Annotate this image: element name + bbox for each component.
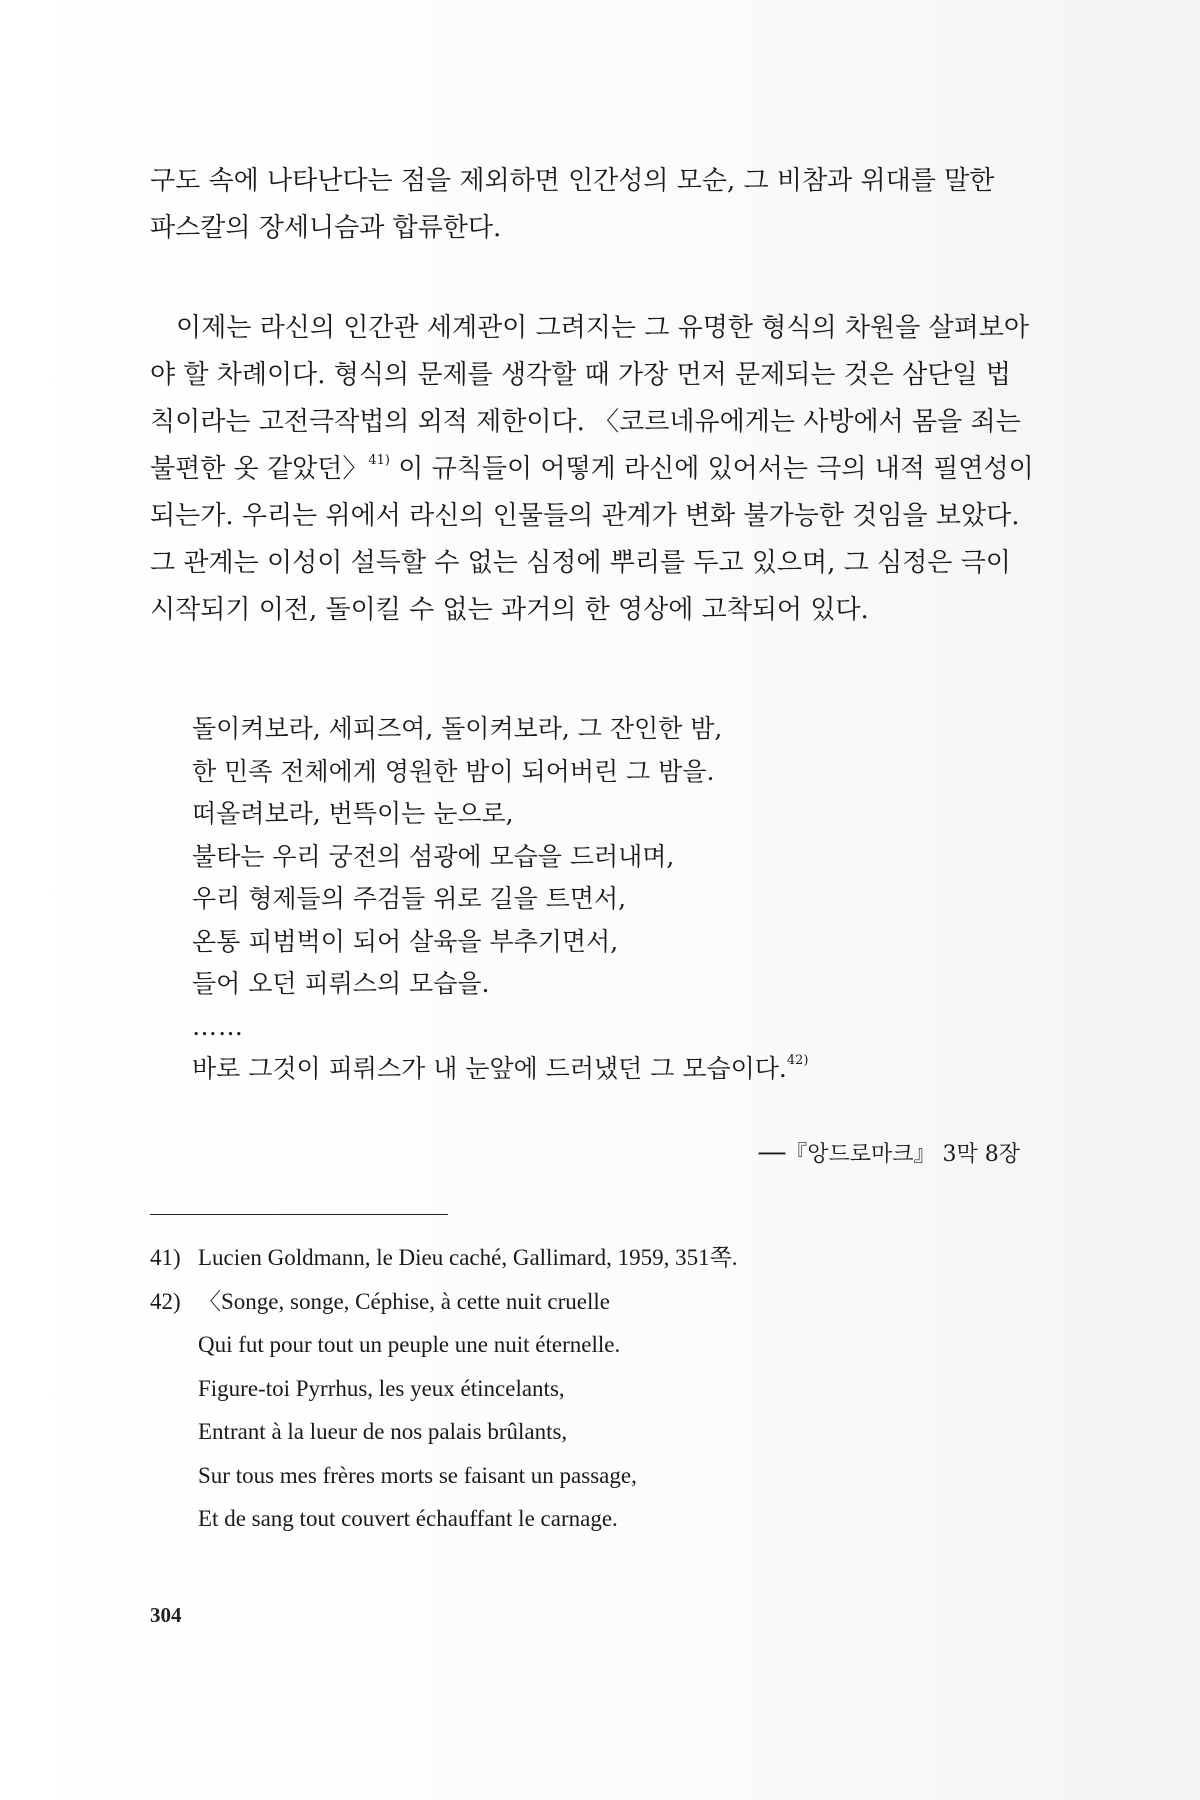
text-line: 야 할 차례이다. 형식의 문제를 생각할 때 가장 먼저 문제되는 것은 삼단일 법 bbox=[150, 360, 1011, 390]
verse-line bbox=[192, 1048, 1012, 1091]
text-line: 구도 속에 나타난다는 점을 제외하면 인간성의 모순, 그 비참과 위대를 말한 bbox=[150, 166, 995, 196]
paragraph-continuation bbox=[150, 158, 1045, 252]
footnote-ref-42[interactable]: 42) bbox=[786, 1053, 809, 1068]
footnote-body bbox=[198, 1280, 637, 1541]
footnote-body bbox=[198, 1236, 738, 1280]
text-line: 그 관계는 이성이 설득할 수 없는 심정에 뿌리를 두고 있으며, 그 심정은 극이 bbox=[150, 548, 1011, 578]
text-segment: 불편한 옷 같았던〉 bbox=[150, 454, 369, 484]
verse-line: 돌이켜보라, 세피즈여, 돌이켜보라, 그 잔인한 밤, bbox=[192, 714, 723, 743]
verse-line: 떠올려보라, 번뜩이는 눈으로, bbox=[192, 799, 514, 828]
verse-line: 불타는 우리 궁전의 섬광에 모습을 드러내며, bbox=[192, 841, 675, 871]
verse-line: 온통 피범벅이 되어 살육을 부추기면서, bbox=[192, 926, 619, 956]
verse-line: 우리 형제들의 주검들 위로 길을 트면서, bbox=[192, 884, 627, 913]
footnote-line: Figure-toi Pyrrhus, les yeux étincelants, bbox=[198, 1375, 565, 1401]
footnote-number: 41) bbox=[150, 1245, 181, 1270]
footnote-41 bbox=[150, 1236, 1030, 1280]
paragraph-form bbox=[150, 305, 1045, 634]
footnote-line: Sur tous mes frères morts se faisant un passage, bbox=[198, 1462, 637, 1488]
verse-line: 한 민족 전체에게 영원한 밤이 되어버린 그 밤을. bbox=[192, 756, 715, 786]
verse-quotation bbox=[192, 708, 1012, 1091]
text-line: 시작되기 이전, 돌이킬 수 없는 과거의 한 영상에 고착되어 있다. bbox=[150, 595, 869, 625]
footnote-line: Qui fut pour tout un peuple une nuit éternelle. bbox=[198, 1332, 621, 1357]
footnote-ref-41[interactable]: 41) bbox=[368, 453, 390, 468]
text-line: 칙이라는 고전극작법의 외적 제한이다. 〈코르네유에게는 사방에서 몸을 죄는 bbox=[150, 407, 1021, 437]
footnotes bbox=[150, 1236, 1030, 1541]
text-segment: 이 규칙들이 어떻게 라신에 있어서는 극의 내적 필연성이 bbox=[398, 454, 1034, 484]
text-line: 파스칼의 장세니슴과 합류한다. bbox=[150, 213, 502, 243]
footnote-line: Et de sang tout couvert échauffant le carnage. bbox=[198, 1506, 618, 1531]
text-line: 이제는 라신의 인간관 세계관이 그려지는 그 유명한 형식의 차원을 살펴보아 bbox=[176, 313, 1029, 343]
footnote-line: 〈Songe, songe, Céphise, à cette nuit cruelle bbox=[198, 1288, 610, 1314]
page-number: 304 bbox=[150, 1603, 182, 1627]
verse-ellipsis: …… bbox=[192, 1011, 244, 1041]
verse-line: 들어 오던 피뤼스의 모습을. bbox=[192, 969, 490, 998]
footnote-line: Entrant à la lueur de nos palais brûlants, bbox=[198, 1419, 568, 1444]
footnote-number: 42) bbox=[150, 1288, 181, 1314]
footnote-42 bbox=[150, 1280, 1030, 1541]
verse-citation: ──『앙드로마크』 3막 8장 bbox=[758, 1142, 1020, 1167]
text-line: 되는가. 우리는 위에서 라신의 인물들의 관계가 변화 불가능한 것임을 보았다. bbox=[150, 501, 1020, 531]
footnote-line: Lucien Goldmann, le Dieu caché, Gallimard, 1959, 351쪽. bbox=[198, 1245, 738, 1270]
text-line bbox=[150, 446, 1045, 493]
text-segment: 바로 그것이 피뤼스가 내 눈앞에 드러냈던 그 모습이다. bbox=[192, 1054, 787, 1083]
footnote-divider bbox=[150, 1214, 448, 1215]
